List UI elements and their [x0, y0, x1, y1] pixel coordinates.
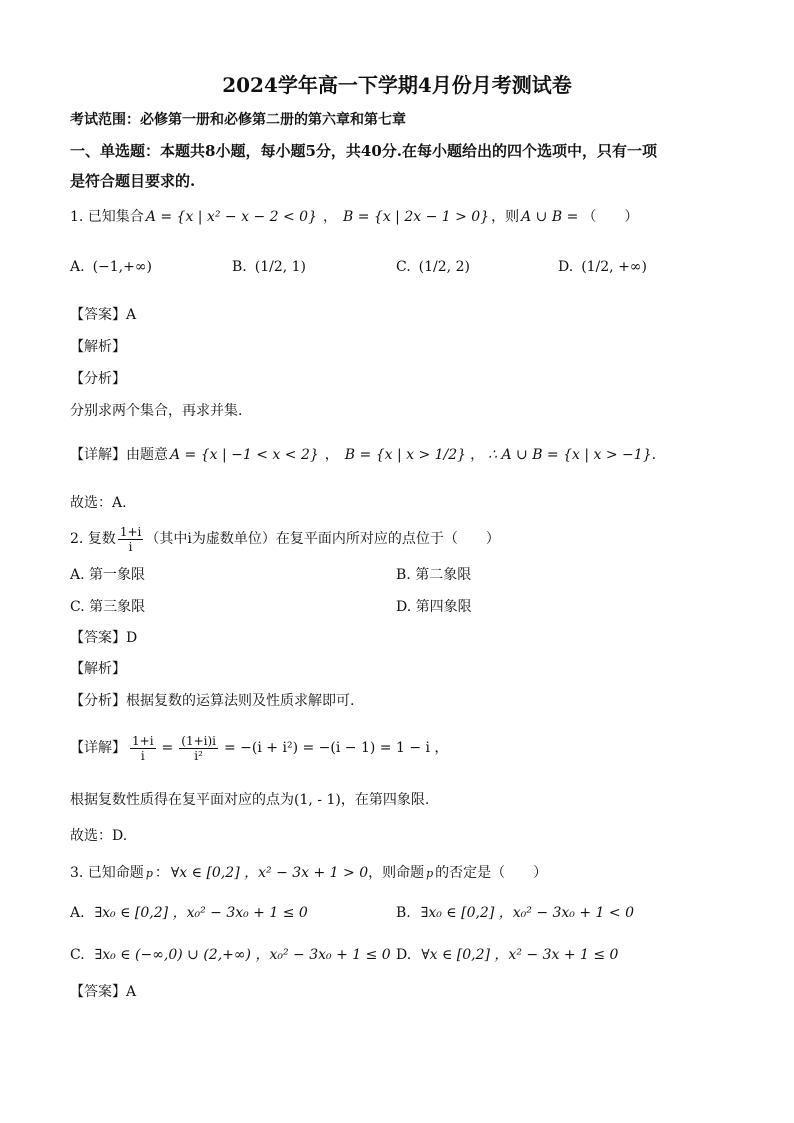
q1-option-c: C. (1/2, 2) — [396, 259, 470, 275]
q3-option-b: B. ∃x₀ ∈ [0,2] ，x₀² − 3x₀ + 1 < 0 — [396, 905, 634, 921]
q1-detail: 【详解】 由题意 A = {x | −1 < x < 2} ， B = {x | x > 1/2} ， ∴ A ∪ B = {x | x > −1} . — [70, 447, 657, 463]
q2-option-a: A. 第一象限 — [70, 567, 146, 583]
q2-choose: 故选：D. — [70, 828, 128, 844]
q1-suffix: ，则 — [491, 209, 520, 225]
q3-option-d: D. ∀x ∈ [0,2] ，x² − 3x + 1 ≤ 0 — [396, 947, 619, 963]
q3-option-c: C. ∃x₀ ∈ (−∞,0) ∪ (2,+∞) ，x₀² − 3x₀ + 1 ≤ 0 — [70, 947, 391, 963]
question-1: 1. 已知集合 A = {x | x² − x − 2 < 0} ， B = {x | 2x − 1 > 0} ，则 A ∪ B = （ ） — [70, 209, 639, 225]
page-title: 2024学年高一下学期4月份月考测试卷 — [222, 73, 572, 97]
q2-detail: 【详解】 $\frac{1+i}{i}$ = $\frac{(1+i)i}{\text{i²}}$ = −(i + i²) = −(i − 1) = 1 − i ， — [70, 733, 449, 763]
q2-option-b: B. 第二象限 — [396, 567, 472, 583]
q2-jiexi: 【解析】 — [70, 661, 126, 677]
q1-option-b: B. (1/2, 1) — [232, 259, 307, 275]
q3-answer: 【答案】A — [70, 984, 137, 1000]
q1-question: A ∪ B = — [521, 209, 579, 225]
q1-jiexi: 【解析】 — [70, 339, 126, 355]
q1-bracket: （ ） — [582, 209, 639, 225]
q2-conclusion: 根据复数性质得在复平面对应的点为 (1, - 1) ，在第四象限. — [70, 792, 430, 808]
section-heading-line1: 一、单选题：本题共8小题，每小题5分，共40分.在每小题给出的四个选项中，只有一项 — [70, 142, 657, 160]
question-3: 3. 已知命题 p ： ∀x ∈ [0,2] ，x² − 3x + 1 > 0 ，则命题 p 的否定是（ ） — [70, 865, 548, 881]
q2-fraction: $\frac{1+i}{i}$ — [119, 524, 142, 554]
question-2: 2. 复数 $\frac{1+i}{i}$ （其中i为虚数单位）在复平面内所对应的点位于（ ） — [70, 524, 500, 554]
q2-option-c: C. 第三象限 — [70, 599, 146, 615]
q2-option-d: D. 第四象限 — [396, 599, 472, 615]
q1-answer: 【答案】A — [70, 307, 137, 323]
q1-set-a: A = {x | x² − x − 2 < 0} — [145, 209, 317, 225]
q1-analysis: 分别求两个集合，再求并集. — [70, 403, 243, 419]
q1-prefix: 1. 已知集合 — [70, 209, 144, 225]
q1-set-b: B = {x | 2x − 1 > 0} — [343, 209, 490, 225]
section-heading-line2: 是符合题目要求的. — [70, 172, 196, 190]
q1-option-a: A. (−1,+∞) — [70, 259, 152, 275]
q1-fenxi-label: 【分析】 — [70, 371, 126, 387]
q1-option-d: D. (1/2, +∞) — [558, 259, 647, 275]
q2-answer: 【答案】D — [70, 630, 138, 646]
q1-choose: 故选：A. — [70, 495, 127, 511]
exam-scope: 考试范围：必修第一册和必修第二册的第六章和第七章 — [70, 112, 406, 128]
q2-analysis: 【分析】根据复数的运算法则及性质求解即可. — [70, 693, 355, 709]
q3-option-a: A. ∃x₀ ∈ [0,2] ，x₀² − 3x₀ + 1 ≤ 0 — [70, 905, 308, 921]
